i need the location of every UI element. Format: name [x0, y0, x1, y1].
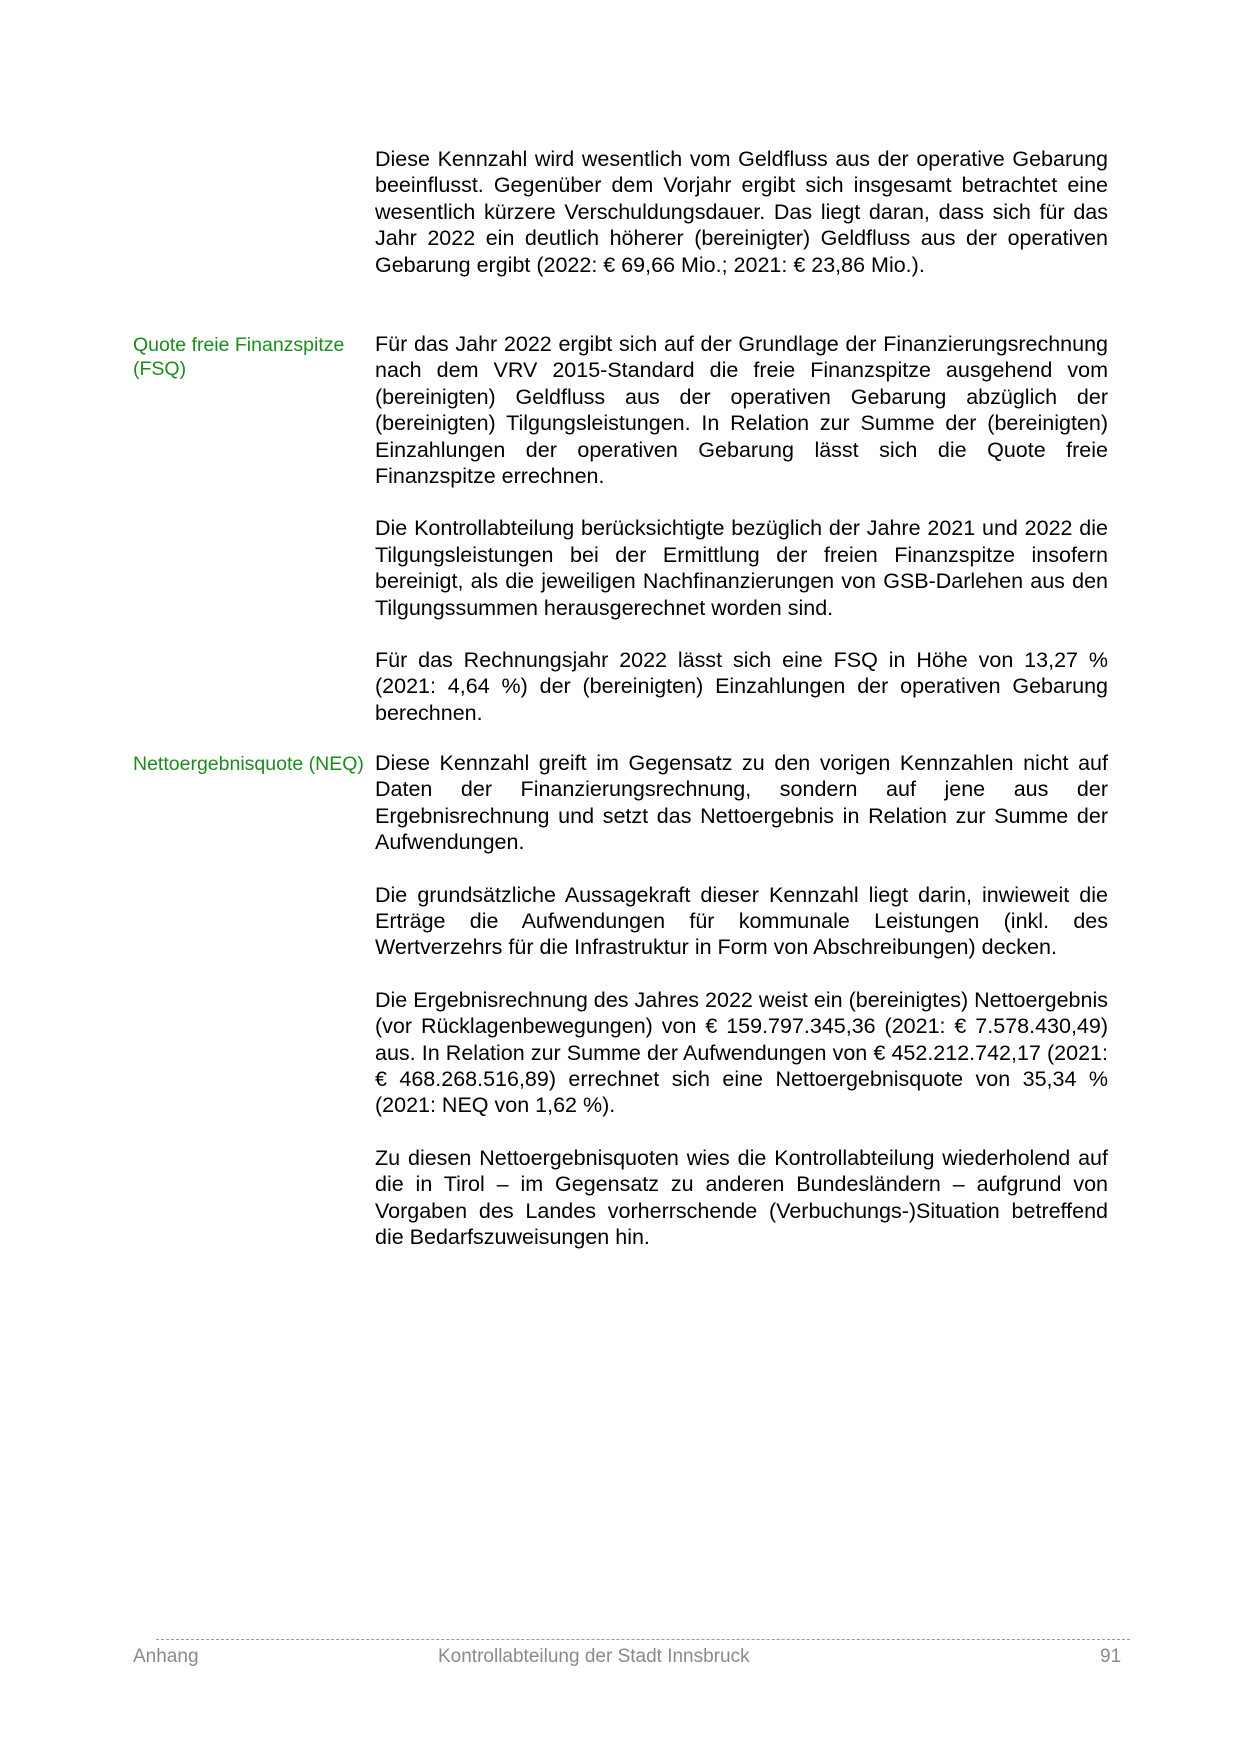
footer-section: Anhang [133, 1646, 199, 1667]
intro-block [375, 146, 1108, 304]
paragraph-neq-1: Diese Kennzahl greift im Gegensatz zu den vorigen Kennzahlen nicht auf Daten der Finanzierungsrechnung, sondern auf jene aus der Ergebnisrechnung und setzt das Nettoergebnis in Relation zur Summe der Aufwendungen. [375, 751, 1108, 855]
footer-organization: Kontrollabteilung der Stadt Innsbruck [438, 1646, 750, 1667]
paragraph-intro: Diese Kennzahl wird wesentlich vom Geldfluss aus der operative Gebarung beeinflusst. Gegenüber dem Vorjahr ergibt sich insgesamt betrachtet eine wesentlich kürzere Verschuldungsdauer. Das liegt daran, dass sich für das Jahr 2022 ein deutlich höherer (bereinigter) Geldfluss aus der operativen Gebarung ergibt (2022: € 69,66 Mio.; 2021: € 23,86 Mio.). [375, 147, 1108, 277]
neq-section [375, 750, 1108, 1277]
paragraph-fsq-1: Für das Jahr 2022 ergibt sich auf der Grundlage der Finanzierungsrechnung nach dem VRV 2015-Standard die freie Finanzspitze ausgehend vom (bereinigten) Geldfluss aus der operativen Gebarung abzüglich der (bereinigten) Tilgungsleistungen. In Relation zur Summe der (bereinigten) Einzahlungen der operativen Gebarung lässt sich die Quote freie Finanzspitze errechnen. [375, 332, 1108, 489]
footer-divider [156, 1639, 1130, 1640]
paragraph-fsq-3: Für das Rechnungsjahr 2022 lässt sich eine FSQ in Höhe von 13,27 % (2021: 4,64 %) der (bereinigten) Einzahlungen der operativen Gebarung berechnen. [375, 648, 1108, 725]
fsq-section [375, 331, 1108, 752]
paragraph-neq-4: Zu diesen Nettoergebnisquoten wies die Kontrollabteilung wiederholend auf die in Tirol – im Gegensatz zu anderen Bundesländern – aufgrund von Vorgaben des Landes vorherrschende (Verbuchungs-)Situation betreffend die Bedarfszuweisungen hin. [375, 1145, 1108, 1250]
paragraph-fsq-2: Die Kontrollabteilung berücksichtigte bezüglich der Jahre 2021 und 2022 die Tilgungsleistungen bei der Ermittlung der freien Finanzspitze insofern bereinigt, als die jeweiligen Nachfinanzierungen von GSB-Darlehen aus den Tilgungssummen herausgerechnet worden sind. [375, 516, 1108, 620]
paragraph-neq-2: Die grundsätzliche Aussagekraft dieser Kennzahl liegt darin, inwieweit die Erträge die Aufwendungen für kommunale Leistungen (inkl. des Wertverzehrs für die Infrastruktur in Form von Abschreibungen) decken. [375, 882, 1108, 960]
paragraph-neq-3: Die Ergebnisrechnung des Jahres 2022 weist ein (bereinigtes) Nettoergebnis (vor Rücklagenbewegungen) von € 159.797.345,36 (2021: € 7.578.430,49) aus. In Relation zur Summe der Aufwendungen von € 452.212.742,17 (2021: € 468.268.516,89) errechnet sich eine Nettoergebnisquote von 35,34 % (2021: NEQ von 1,62 %). [375, 987, 1108, 1118]
sidenote-fsq: Quote freie Finanzspitze (FSQ) [133, 334, 345, 380]
footer-page-number: 91 [1100, 1646, 1122, 1667]
sidenote-neq: Nettoergebnisquote (NEQ) [133, 753, 364, 775]
